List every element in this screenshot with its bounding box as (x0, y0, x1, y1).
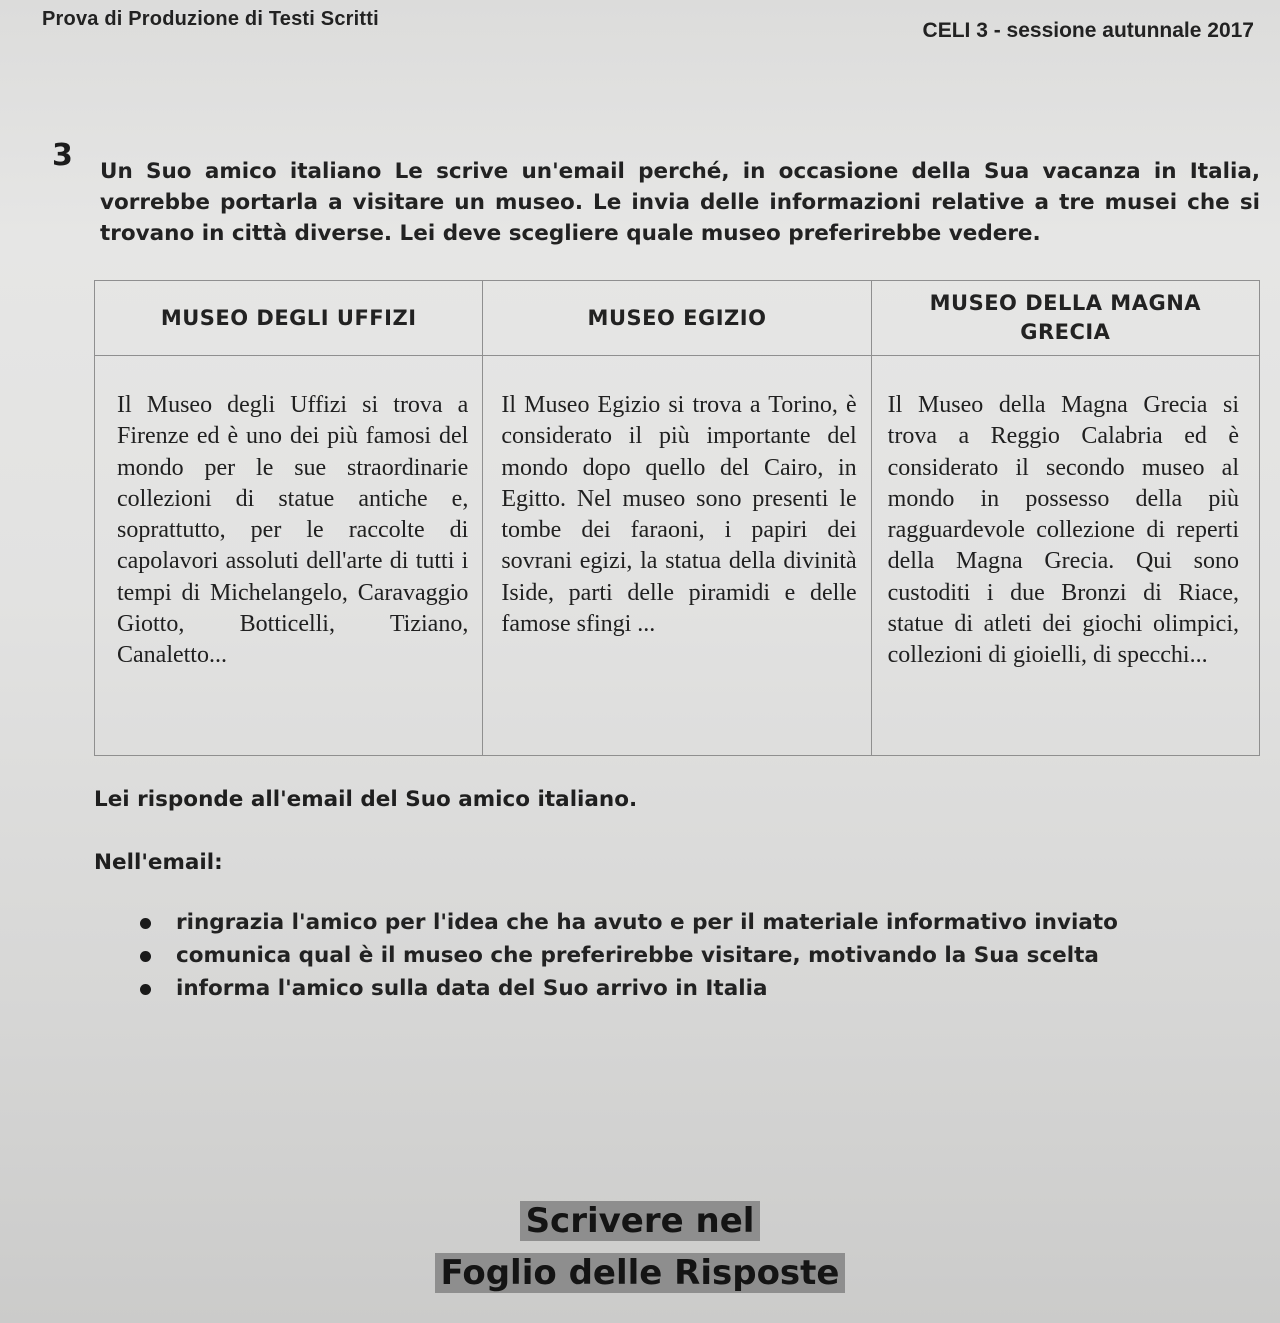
answer-sheet-line-1: Scrivere nel (520, 1201, 761, 1241)
museum-description-egizio: Il Museo Egizio si trova a Torino, è considerato il più importante del mondo dopo quello del Cairo, in Egitto. Nel museo sono presenti le tombe dei faraoni, i papiri dei sovrani egizi, la statua della divinità Iside, parti delle piramidi e delle famose sfingi ... (483, 356, 871, 756)
email-point-text: comunica qual è il museo che preferirebbe visitare, motivando la Sua scelta (176, 943, 1099, 968)
answer-sheet-line-2: Foglio delle Risposte (435, 1253, 846, 1293)
email-points-list (140, 906, 1118, 1005)
reply-instruction: Lei risponde all'email del Suo amico italiano. (94, 787, 638, 812)
answer-sheet-notice (0, 1195, 1280, 1299)
bullet-icon (140, 918, 151, 929)
bullet-icon (140, 984, 151, 995)
museums-header-row (95, 281, 1260, 356)
museum-heading-uffizi: MUSEO DEGLI UFFIZI (95, 281, 483, 356)
email-point-text: informa l'amico sulla data del Suo arrivo in Italia (176, 976, 768, 1001)
museum-description-magna-grecia: Il Museo della Magna Grecia si trova a Reggio Calabria ed è considerato il secondo museo al mondo in possesso della più ragguardevole collezione di reperti della Magna Grecia. Qui sono custoditi i due Bronzi di Riace, statue di atleti dei giochi olimpici, collezioni di gioielli, di specchi... (871, 356, 1259, 756)
email-heading: Nell'email: (94, 850, 223, 875)
museum-description-uffizi: Il Museo degli Uffizi si trova a Firenze ed è uno dei più famosi del mondo per le sue straordinarie collezioni di statue antiche e, soprattutto, per le raccolte di capolavori assoluti dell'arte di tutti i tempi di Michelangelo, Caravaggio Giotto, Botticelli, Tiziano, Canaletto... (95, 356, 483, 756)
museum-heading-egizio: MUSEO EGIZIO (483, 281, 871, 356)
bullet-icon (140, 951, 151, 962)
list-item (140, 972, 1118, 1005)
list-item (140, 939, 1118, 972)
museums-table (94, 280, 1260, 756)
exam-session-label: CELI 3 - sessione autunnale 2017 (922, 19, 1254, 42)
list-item (140, 906, 1118, 939)
email-point-text: ringrazia l'amico per l'idea che ha avuto e per il materiale informativo inviato (176, 910, 1118, 935)
task-intro: Un Suo amico italiano Le scrive un'email perché, in occasione della Sua vacanza in Italia, vorrebbe portarla a visitare un museo. Le invia delle informazioni relative a tre musei che si trovano in città diverse. Lei deve scegliere quale museo preferirebbe vedere. (100, 159, 1260, 246)
museums-description-row (95, 356, 1260, 756)
task-number: 3 (52, 138, 73, 173)
exam-section-title: Prova di Produzione di Testi Scritti (42, 8, 379, 30)
museum-heading-magna-grecia: MUSEO DELLA MAGNA GRECIA (871, 281, 1259, 356)
